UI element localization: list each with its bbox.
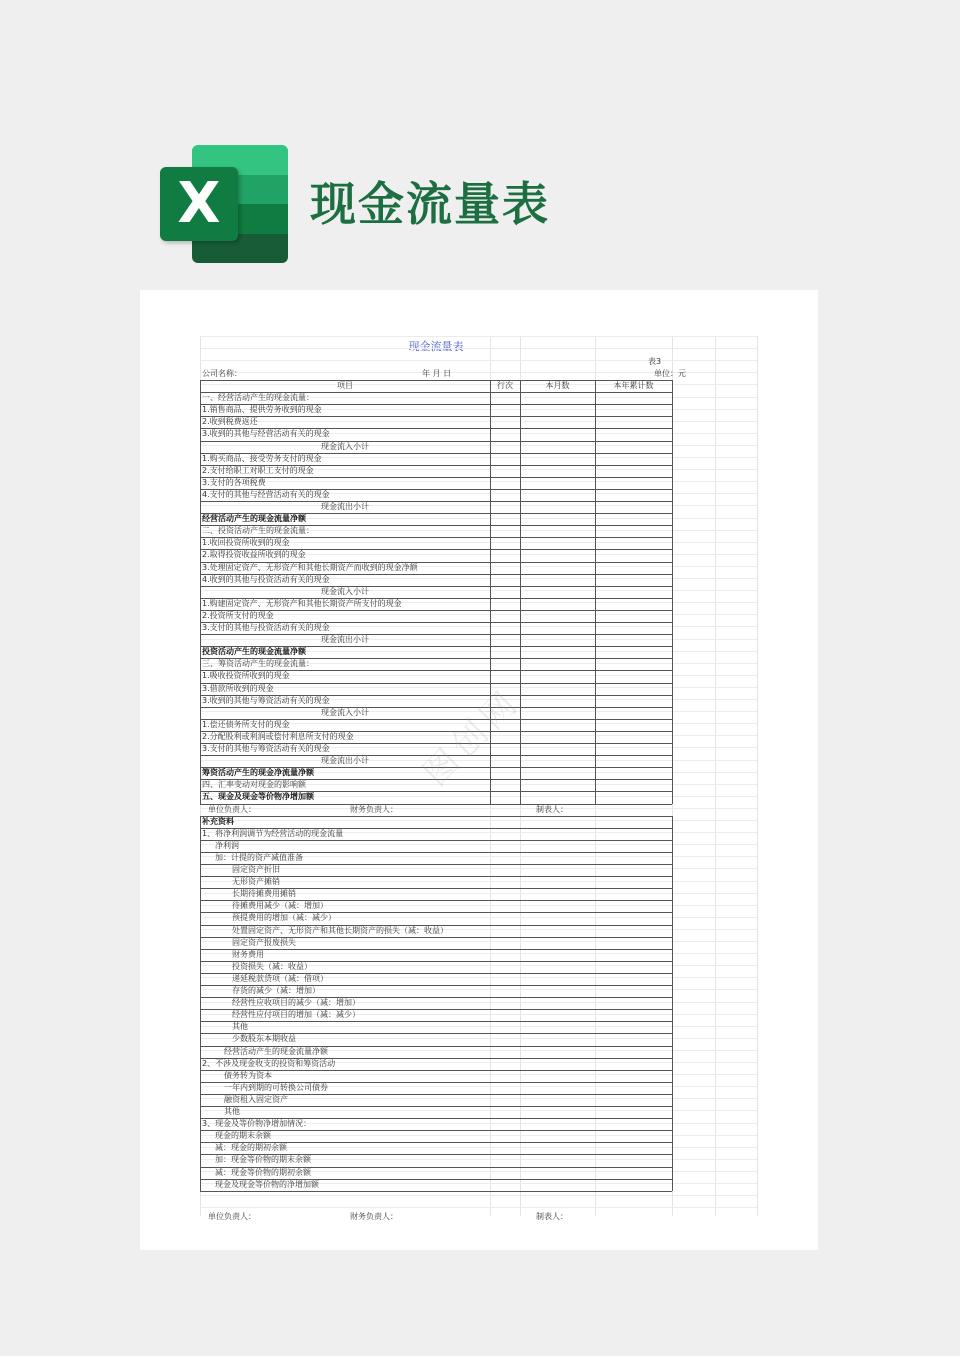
table-rule	[200, 441, 672, 442]
table-rule	[200, 404, 672, 405]
supplement-row-label: 投资损失（减：收益）	[232, 961, 312, 971]
table-rule	[200, 1058, 672, 1059]
supplement-title: 补充资料	[202, 816, 234, 826]
supplement-row-label: 加：现金等价物的期末余额	[215, 1155, 311, 1165]
signature-maker: 制表人：	[536, 804, 568, 814]
gridline	[200, 614, 757, 615]
date-label: 年 月 日	[422, 369, 452, 378]
table-rule	[200, 925, 672, 926]
table-rule	[200, 1191, 672, 1192]
table-rule	[672, 816, 673, 1191]
table-rule	[200, 1142, 672, 1143]
table-row-label: 3.支付的各项税费	[202, 477, 266, 487]
table-rule	[200, 646, 672, 647]
table-rule	[200, 1070, 672, 1071]
table-rule	[200, 840, 672, 841]
supplement-row-label: 其他	[224, 1107, 240, 1116]
table-row-label: 现金流入小计	[321, 707, 369, 717]
table-row-label: 3.支付的其他与投资活动有关的现金	[202, 623, 330, 632]
supplement-row-label: 减：现金等价物的期初余额	[215, 1167, 311, 1177]
supplement-row-label: 融资租入固定资产	[224, 1094, 288, 1104]
table-row-label: 投资活动产生的现金流量净额	[202, 647, 306, 657]
signature-head: 单位负责人：	[208, 804, 256, 814]
table-rule	[200, 380, 672, 381]
table-row-label: 一、经营活动产生的现金流量：	[202, 393, 314, 403]
table-rule	[200, 973, 672, 974]
gridline	[200, 336, 757, 337]
table-rule	[200, 1130, 672, 1131]
table-row-label: 现金流入小计	[321, 586, 369, 596]
table-row-label: 2.投资所支付的现金	[202, 610, 274, 620]
supplement-row-label: 无形资产摊销	[232, 877, 280, 887]
table-row-label: 现金流出小计	[321, 502, 369, 511]
gridline	[200, 360, 757, 361]
table-rule	[200, 562, 672, 563]
spreadsheet	[200, 336, 757, 1221]
table-rule	[200, 380, 201, 804]
table-rule	[200, 1106, 672, 1107]
table-rule	[200, 416, 672, 417]
supplement-row-label: 经营活动产生的现金流量净额	[224, 1046, 328, 1056]
table-row-label: 1.购建固定资产、无形资产和其他长期资产所支付的现金	[202, 598, 402, 608]
table-rule	[200, 695, 672, 696]
supplement-row-label: 少数股东本期收益	[232, 1034, 296, 1044]
signature-finance: 财务负责人：	[350, 1211, 398, 1221]
table-rule	[200, 658, 672, 659]
table-rule	[200, 731, 672, 732]
table-rule	[200, 1167, 672, 1168]
gridline	[200, 844, 757, 845]
table-row-label: 现金流出小计	[321, 635, 369, 645]
table-rule	[200, 392, 672, 393]
table-row-label: 2.支付给职工对职工支付的现金	[202, 465, 314, 475]
table-rule	[200, 622, 672, 623]
table-rule	[200, 912, 672, 913]
table-row-label: 3.处理固定资产、无形资产和其他长期资产而收到的现金净额	[202, 562, 418, 572]
table-rule	[200, 549, 672, 550]
unit-label: 单位：元	[654, 369, 686, 378]
gridline	[200, 421, 757, 422]
table-rule	[200, 477, 672, 478]
table-row-label: 1.偿还债务所支付的现金	[202, 719, 290, 729]
supplement-row-label: 待摊费用减少（减：增加）	[232, 901, 328, 911]
gridline	[200, 1074, 757, 1075]
supplement-row-label: 固定资产折旧	[232, 865, 280, 874]
supplement-row-label: 现金及现金等价物的净增加额	[215, 1179, 319, 1189]
table-rule	[200, 428, 672, 429]
table-row-label: 3.收到的其他与经营活动有关的现金	[202, 429, 330, 439]
supplement-row-label: 经营性应付项目的增加（减：减少）	[232, 1010, 360, 1020]
table-row-label: 三、筹资活动产生的现金流量：	[202, 659, 314, 669]
gridline	[200, 1110, 757, 1111]
table-rule	[200, 1021, 672, 1022]
table-rule	[200, 961, 672, 962]
table-rule	[200, 1082, 672, 1083]
supplement-row-label: 加：计提的资产减值准备	[215, 852, 303, 862]
table-rule	[200, 707, 672, 708]
excel-icon-letter: X	[160, 167, 238, 241]
table-rule	[200, 804, 672, 805]
supplement-row-label: 存货的减少（减：增加）	[232, 986, 320, 995]
column-header-item: 项目	[337, 381, 353, 390]
gridline	[200, 1195, 757, 1196]
gridline	[200, 348, 757, 349]
table-rule	[595, 380, 596, 804]
table-rule	[200, 598, 672, 599]
table-row-label: 现金流入小计	[321, 441, 369, 451]
supplement-row-label: 1、将净利润调节为经营活动的现金流量	[202, 828, 344, 838]
gridline	[200, 687, 757, 688]
table-rule	[200, 525, 672, 526]
supplement-row-label: 经营性应收项目的减少（减：增加）	[232, 998, 360, 1008]
table-rule	[200, 670, 672, 671]
table-rule	[200, 719, 672, 720]
supplement-row-label: 预提费用的增加（减：减少）	[232, 913, 336, 923]
gridline	[200, 1207, 757, 1208]
table-row-label: 经营活动产生的现金流量净额	[202, 514, 306, 524]
column-header-ytd: 本年累计数	[613, 381, 654, 390]
supplement-row-label: 债务转为资本	[224, 1070, 272, 1080]
table-row-label: 1.收回投资所收到的现金	[202, 538, 290, 548]
table-rule	[200, 816, 201, 1191]
gridline	[200, 1135, 757, 1136]
supplement-row-label: 现金的期末余额	[215, 1131, 271, 1141]
table-rule	[200, 852, 672, 853]
table-rule	[200, 634, 672, 635]
gridline	[200, 808, 757, 809]
table-row-label: 筹资活动产生的现金净流量净额	[202, 768, 314, 778]
excel-icon	[160, 145, 288, 263]
table-row-label: 2.分配股利或利润或偿付利息所支付的现金	[202, 731, 354, 741]
table-row-label: 四、汇率变动对现金的影响额	[202, 780, 306, 790]
supplement-row-label: 减：现金的期初余额	[215, 1143, 287, 1153]
company-name-label: 公司名称：	[202, 369, 242, 378]
table-rule	[200, 937, 672, 938]
gridline	[200, 868, 757, 869]
table-number: 表3	[648, 357, 662, 366]
table-row-label: 3.借款所收到的现金	[202, 683, 274, 693]
supplement-row-label: 递延税款贷项（减：借项）	[232, 973, 328, 983]
table-rule	[200, 997, 672, 998]
table-rule	[200, 1046, 672, 1047]
sheet-title: 现金流量表	[408, 340, 464, 353]
table-row-label: 1.销售商品、提供劳务收到的现金	[202, 405, 322, 415]
table-rule	[200, 1009, 672, 1010]
signature-head: 单位负责人：	[208, 1211, 256, 1221]
table-row-label: 4.收到的其他与投资活动有关的现金	[202, 574, 330, 584]
table-row-label: 4.支付的其他与经营活动有关的现金	[202, 489, 330, 499]
supplement-row-label: 长期待摊费用摊销	[232, 889, 296, 899]
table-rule	[200, 537, 672, 538]
table-row-label: 3.支付的其他与筹资活动有关的现金	[202, 744, 330, 753]
table-rule	[200, 1118, 672, 1119]
supplement-row-label: 净利润	[215, 840, 239, 850]
table-row-label: 1.吸收投资所收到的现金	[202, 671, 290, 681]
table-rule	[200, 828, 672, 829]
gridline	[200, 481, 757, 482]
table-row-label: 2.取得投资收益所收到的现金	[202, 550, 306, 560]
column-header-line: 行次	[497, 381, 513, 390]
table-rule	[200, 683, 672, 684]
table-rule	[200, 864, 672, 865]
supplement-row-label: 财务费用	[232, 949, 264, 959]
table-row-label: 现金流出小计	[321, 756, 369, 766]
table-rule	[200, 900, 672, 901]
table-row-label: 3.收到的其他与筹资活动有关的现金	[202, 695, 330, 705]
table-rule	[200, 610, 672, 611]
page-title: 现金流量表	[310, 177, 550, 231]
supplement-row-label: 2、不涉及现金收支的投资和筹资活动	[202, 1058, 336, 1068]
table-rule	[200, 586, 672, 587]
table-rule	[200, 816, 672, 817]
watermark: 图创网	[415, 680, 529, 794]
table-rule	[520, 380, 521, 804]
table-row-label: 五、现金及现金等价物净增加额	[202, 792, 314, 802]
gridline	[715, 336, 716, 1216]
supplement-row-label: 固定资产报废损失	[232, 937, 296, 947]
table-rule	[200, 1033, 672, 1034]
table-rule	[200, 1154, 672, 1155]
column-header-month: 本月数	[545, 381, 570, 390]
supplement-row-label: 其他	[232, 1022, 248, 1032]
gridline	[757, 336, 758, 1216]
gridline	[200, 820, 757, 821]
table-row-label: 二、投资活动产生的现金流量：	[202, 526, 314, 536]
table-row-label: 2.收到税费返还	[202, 417, 258, 427]
signature-finance: 财务负责人：	[350, 804, 398, 814]
table-row-label: 1.购买商品、接受劳务支付的现金	[202, 453, 322, 463]
table-rule	[200, 791, 672, 792]
table-rule	[200, 489, 672, 490]
table-rule	[200, 876, 672, 877]
supplement-row-label: 一年内到期的可转换公司债券	[224, 1082, 328, 1092]
table-rule	[200, 465, 672, 466]
gridline	[200, 881, 757, 882]
gridline	[200, 953, 757, 954]
gridline	[200, 1026, 757, 1027]
table-rule	[200, 888, 672, 889]
table-rule	[200, 501, 672, 502]
table-rule	[200, 985, 672, 986]
table-rule	[200, 574, 672, 575]
supplement-row-label: 处置固定资产、无形资产和其他长期资产的损失（减：收益）	[232, 925, 448, 935]
supplement-row-label: 3、现金及等价物净增加情况：	[202, 1119, 312, 1129]
table-rule	[200, 1094, 672, 1095]
table-rule	[672, 380, 673, 804]
table-rule	[200, 1179, 672, 1180]
signature-maker: 制表人：	[536, 1211, 568, 1221]
table-rule	[200, 453, 672, 454]
table-rule	[200, 513, 672, 514]
table-rule	[200, 949, 672, 950]
